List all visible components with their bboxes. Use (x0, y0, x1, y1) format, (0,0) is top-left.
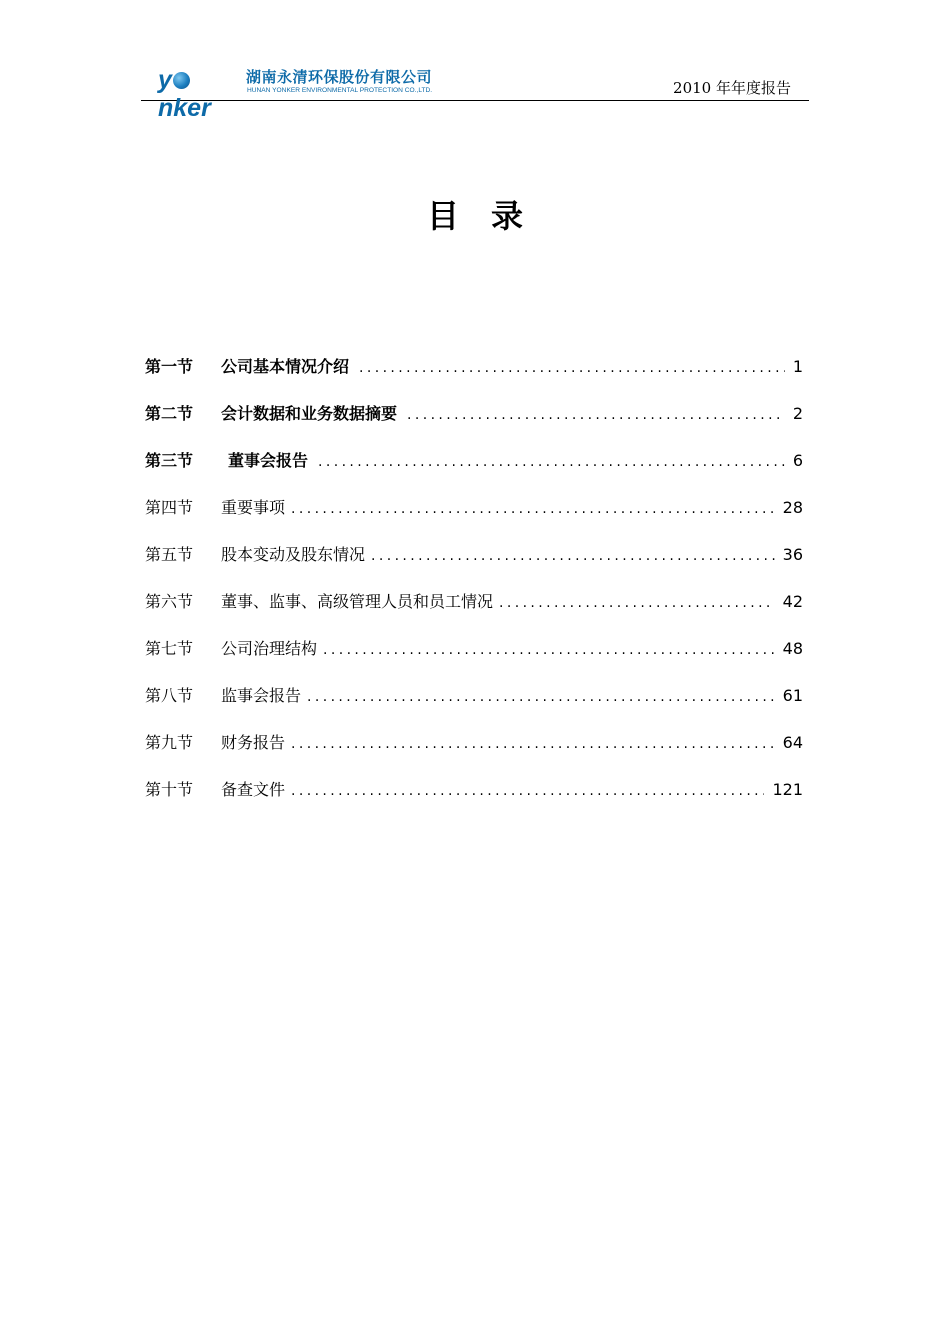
toc-section-title[interactable]: 重要事项 (221, 498, 286, 517)
toc-section-number: 第四节 (145, 498, 194, 517)
toc-section-title[interactable]: 备查文件 (221, 780, 286, 799)
toc-dot-leader (291, 497, 775, 521)
toc-page-number[interactable]: 28 (782, 498, 803, 517)
toc-section-number: 第八节 (145, 686, 194, 705)
toc-dot-leader (291, 732, 775, 756)
report-label: 2010 年年度报告 (673, 79, 791, 97)
toc-section-number: 第六节 (145, 592, 194, 611)
toc-section-title[interactable]: 董事、监事、高级管理人员和员工情况 (221, 592, 494, 611)
toc-section-title[interactable]: 会计数据和业务数据摘要 (221, 404, 398, 423)
toc-entry[interactable] (145, 637, 803, 684)
toc-page-number[interactable]: 61 (782, 686, 803, 705)
toc-section-title[interactable]: 公司治理结构 (221, 639, 318, 658)
toc-page-number[interactable]: 36 (782, 545, 803, 564)
toc-section-number: 第九节 (145, 733, 194, 752)
toc-page-number[interactable]: 1 (792, 357, 803, 376)
toc-entry[interactable] (145, 355, 803, 402)
toc-entry[interactable] (145, 496, 803, 543)
logo-word-left: y (158, 66, 172, 94)
toc-dot-leader (291, 779, 764, 803)
toc-page-number[interactable]: 48 (782, 639, 803, 658)
page-header (141, 60, 809, 122)
toc-dot-leader (323, 638, 775, 662)
toc-entry[interactable] (145, 543, 803, 590)
toc-section-title[interactable]: 财务报告 (221, 733, 286, 752)
toc-page-number[interactable]: 2 (792, 404, 803, 423)
toc-entry[interactable] (145, 778, 803, 825)
table-of-contents (145, 355, 803, 825)
toc-dot-leader (407, 403, 785, 427)
toc-section-number: 第五节 (145, 545, 194, 564)
toc-dot-leader (318, 450, 785, 474)
toc-section-number: 第三节 (145, 451, 194, 470)
toc-section-title[interactable]: 监事会报告 (221, 686, 302, 705)
toc-entry[interactable] (145, 590, 803, 637)
toc-dot-leader (499, 591, 775, 615)
toc-page-number[interactable]: 6 (792, 451, 803, 470)
toc-entry[interactable] (145, 402, 803, 449)
toc-entry[interactable] (145, 684, 803, 731)
logo-wordmark (158, 66, 211, 122)
toc-entry[interactable] (145, 731, 803, 778)
toc-entry[interactable] (145, 449, 803, 496)
toc-section-title[interactable]: 董事会报告 (228, 451, 309, 470)
toc-dot-leader (371, 544, 775, 568)
toc-dot-leader (307, 685, 775, 709)
globe-icon (173, 72, 190, 89)
toc-section-number: 第七节 (145, 639, 194, 658)
toc-section-number: 第二节 (145, 404, 194, 423)
toc-page-number[interactable]: 64 (782, 733, 803, 752)
toc-section-title[interactable]: 股本变动及股东情况 (221, 545, 366, 564)
toc-section-title[interactable]: 公司基本情况介绍 (221, 357, 350, 376)
toc-dot-leader (359, 356, 785, 380)
toc-page-number[interactable]: 42 (782, 592, 803, 611)
company-name-cn: 湖南永清环保股份有限公司 (246, 68, 433, 86)
company-name-en: HUNAN YONKER ENVIRONMENTAL PROTECTION CO.,LTD. (247, 87, 433, 94)
logo-word-right: nker (158, 94, 211, 122)
toc-page-number[interactable]: 121 (772, 780, 803, 799)
toc-section-number: 第一节 (145, 357, 194, 376)
toc-section-number: 第十节 (145, 780, 194, 799)
toc-title: 目录 (426, 197, 555, 235)
